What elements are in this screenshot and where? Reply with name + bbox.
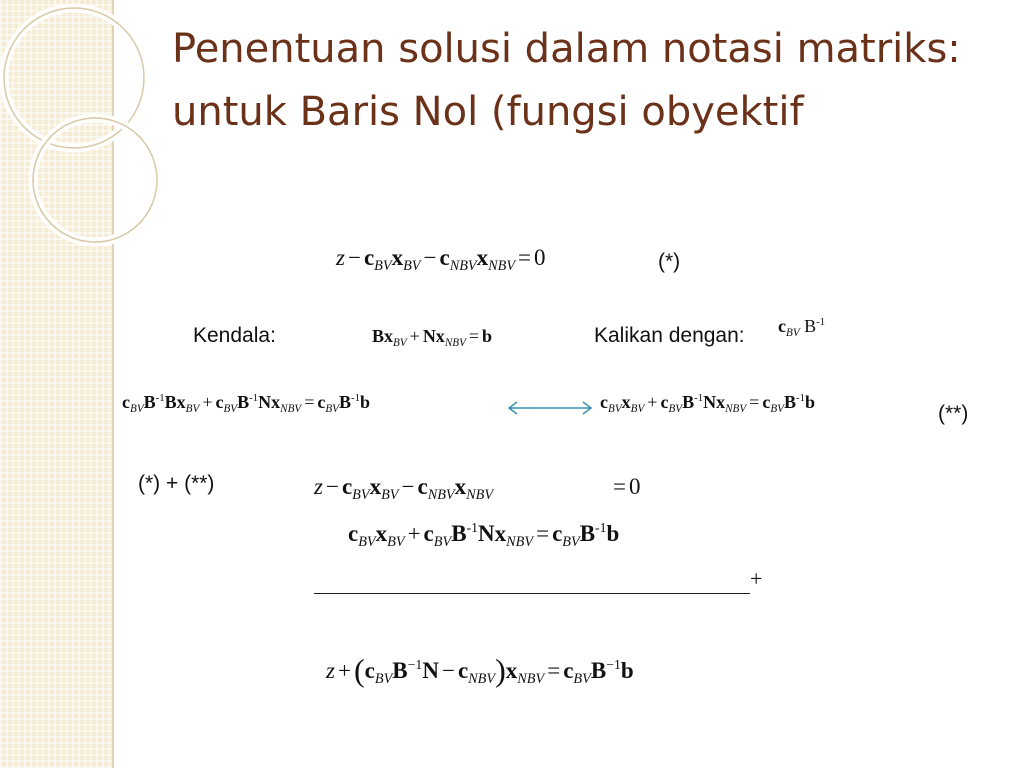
double-arrow-icon [505,398,595,418]
sum-divider-line [314,593,750,594]
equation-sum-line-1-rhs: = 0 [613,474,641,499]
equation-constraint: $Bx_{BV} + Nx_{NBV} = b$ [372,326,493,349]
plus-sign: + [750,566,763,591]
equation-tag-double-star: (**) [938,402,969,425]
multiply-label: Kalikan dengan: [594,324,745,347]
slide-title: Penentuan solusi dalam notasi matriks: untuk Baris Nol (fungsi obyektif [172,26,961,135]
equation-sum-line-2: $c_{BV}x_{BV} + c_{BV}B^{-1}Nx_{NBV} = c_{BV}B^{-1}b$ [348,520,620,550]
equation-tag-star: (*) [658,250,681,273]
equation-simplified: $c_{BV}x_{BV} + c_{BV}B^{-1}Nx_{NBV} = c_{BV}B^{-1}b$ [600,392,815,415]
decorative-rings [0,0,200,260]
constraint-label: Kendala: [193,324,276,347]
equation-sum-line-1: $z - c_{BV}x_{BV} - c_{NBV}x_{NBV}$ [314,474,494,503]
equation-multiplied: $c_{BV}B^{-1}Bx_{BV} + c_{BV}B^{-1}Nx_{NBV} = c_{BV}B^{-1}b$ [122,392,371,415]
equation-result: $z +(c_{BV}B^{-1}N - c_{NBV})x_{NBV} = c_{BV}B^{-1}b$ [326,652,634,688]
sum-label: (*) + (**) [138,472,215,495]
equation-objective: $z - c_{BV}x_{BV} - c_{NBV}x_{NBV} = 0$ [336,245,546,274]
multiplier-expression: $c_{BV}$ $B^{-1}$ [778,316,826,339]
